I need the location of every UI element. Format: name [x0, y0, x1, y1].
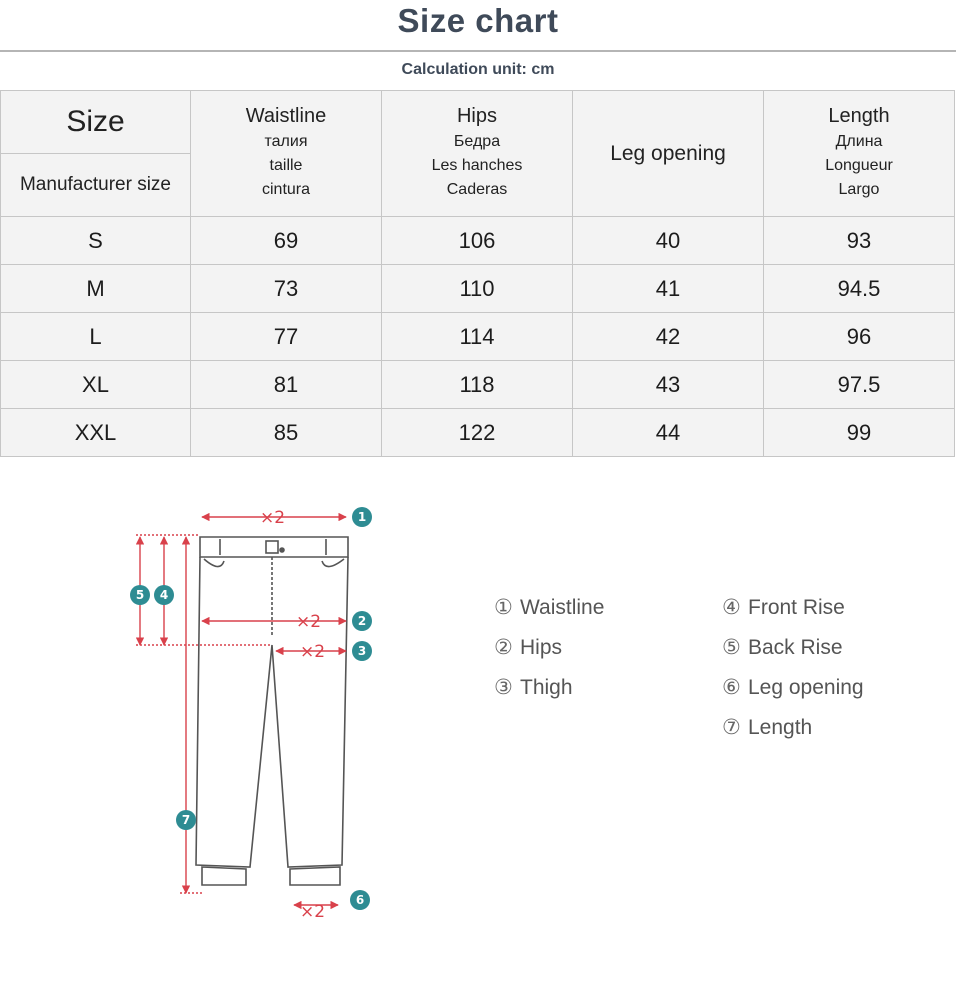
table-row — [1, 217, 955, 265]
leg-opening-cell: 40 — [573, 217, 764, 265]
legend-item — [494, 628, 604, 668]
legend-number: ⑤ — [722, 636, 741, 659]
multiplier-label-leg: ×2 — [300, 902, 326, 922]
header-translation: Largo — [838, 181, 880, 198]
size-header-cell — [1, 91, 191, 154]
leg-opening-cell: 41 — [573, 265, 764, 313]
legend-label: Hips — [520, 636, 563, 659]
legend-label: Back Rise — [748, 636, 843, 659]
waistline-cell: 85 — [191, 409, 382, 457]
length-cell: 94.5 — [764, 265, 955, 313]
leg-opening-cell: 44 — [573, 409, 764, 457]
size-cell: S — [1, 217, 191, 265]
size-cell: M — [1, 265, 191, 313]
manufacturer-size-label: Manufacturer size — [19, 174, 171, 196]
header-waistline — [191, 91, 382, 217]
pants-outline — [196, 537, 348, 885]
marker-7-label: 7 — [181, 813, 191, 827]
legend-item — [494, 668, 604, 708]
legend-number: ① — [494, 596, 513, 619]
hips-cell: 110 — [382, 265, 573, 313]
hips-cell: 122 — [382, 409, 573, 457]
legend-column-2 — [722, 588, 864, 748]
marker-3-label: 3 — [357, 644, 367, 658]
marker-1-label: 1 — [357, 510, 367, 524]
legend-label: Leg opening — [748, 676, 864, 699]
length-cell: 97.5 — [764, 361, 955, 409]
marker-6-label: 6 — [355, 893, 365, 907]
header-label: Waistline — [245, 105, 327, 127]
manufacturer-size-cell — [1, 154, 191, 217]
table-row — [1, 313, 955, 361]
legend-number: ③ — [494, 676, 513, 699]
legend-item — [722, 708, 864, 748]
header-translation: Les hanches — [431, 157, 523, 174]
table-row — [1, 361, 955, 409]
legend-item — [722, 628, 864, 668]
size-cell: XXL — [1, 409, 191, 457]
measure-lines — [136, 517, 346, 905]
marker-4-label: 4 — [159, 588, 169, 602]
header-translation: cintura — [261, 181, 311, 198]
legend-number: ⑦ — [722, 716, 741, 739]
waistline-cell: 81 — [191, 361, 382, 409]
legend-number: ② — [494, 636, 513, 659]
size-table — [0, 90, 955, 457]
legend-item — [722, 588, 864, 628]
header-translation: Caderas — [446, 181, 508, 198]
header-translation: Longueur — [825, 157, 893, 174]
header-translation: Длина — [835, 133, 883, 150]
marker-2-label: 2 — [357, 614, 367, 628]
length-cell: 96 — [764, 313, 955, 361]
multiplier-label-waist: ×2 — [260, 508, 286, 528]
waistline-cell: 77 — [191, 313, 382, 361]
waistline-cell: 73 — [191, 265, 382, 313]
multiplier-label-thigh: ×2 — [300, 642, 326, 662]
pants-diagram — [120, 495, 380, 925]
header-length — [764, 91, 955, 217]
header-label: Leg opening — [610, 141, 726, 165]
page-title: Size chart — [397, 2, 559, 39]
legend-label: Front Rise — [748, 596, 845, 619]
legend-number: ④ — [722, 596, 741, 619]
multiplier-label-hips: ×2 — [296, 612, 322, 632]
legend-number: ⑥ — [722, 676, 741, 699]
legend-item — [722, 668, 864, 708]
table-row — [1, 265, 955, 313]
header-translation: Бедра — [453, 133, 501, 150]
waistline-cell: 69 — [191, 217, 382, 265]
size-cell: L — [1, 313, 191, 361]
legend-column-1 — [494, 588, 604, 708]
header-hips — [382, 91, 573, 217]
size-label: Size — [66, 105, 125, 138]
hips-cell: 106 — [382, 217, 573, 265]
header-translation: талия — [264, 133, 308, 150]
length-cell: 99 — [764, 409, 955, 457]
header-leg-opening — [573, 91, 764, 217]
marker-5-label: 5 — [135, 588, 145, 602]
hips-cell: 118 — [382, 361, 573, 409]
header-translation: taille — [269, 157, 303, 174]
leg-opening-cell: 43 — [573, 361, 764, 409]
header-label: Length — [828, 105, 890, 127]
header-label: Hips — [456, 105, 497, 127]
legend-label: Thigh — [520, 676, 573, 699]
unit-note: Calculation unit: cm — [401, 61, 555, 78]
size-cell: XL — [1, 361, 191, 409]
hips-cell: 114 — [382, 313, 573, 361]
title-rule — [0, 50, 956, 52]
table-header-row — [1, 91, 955, 154]
leg-opening-cell: 42 — [573, 313, 764, 361]
legend-label: Waistline — [520, 596, 605, 619]
length-cell: 93 — [764, 217, 955, 265]
table-row — [1, 409, 955, 457]
legend-item — [494, 588, 604, 628]
legend-label: Length — [748, 716, 813, 739]
